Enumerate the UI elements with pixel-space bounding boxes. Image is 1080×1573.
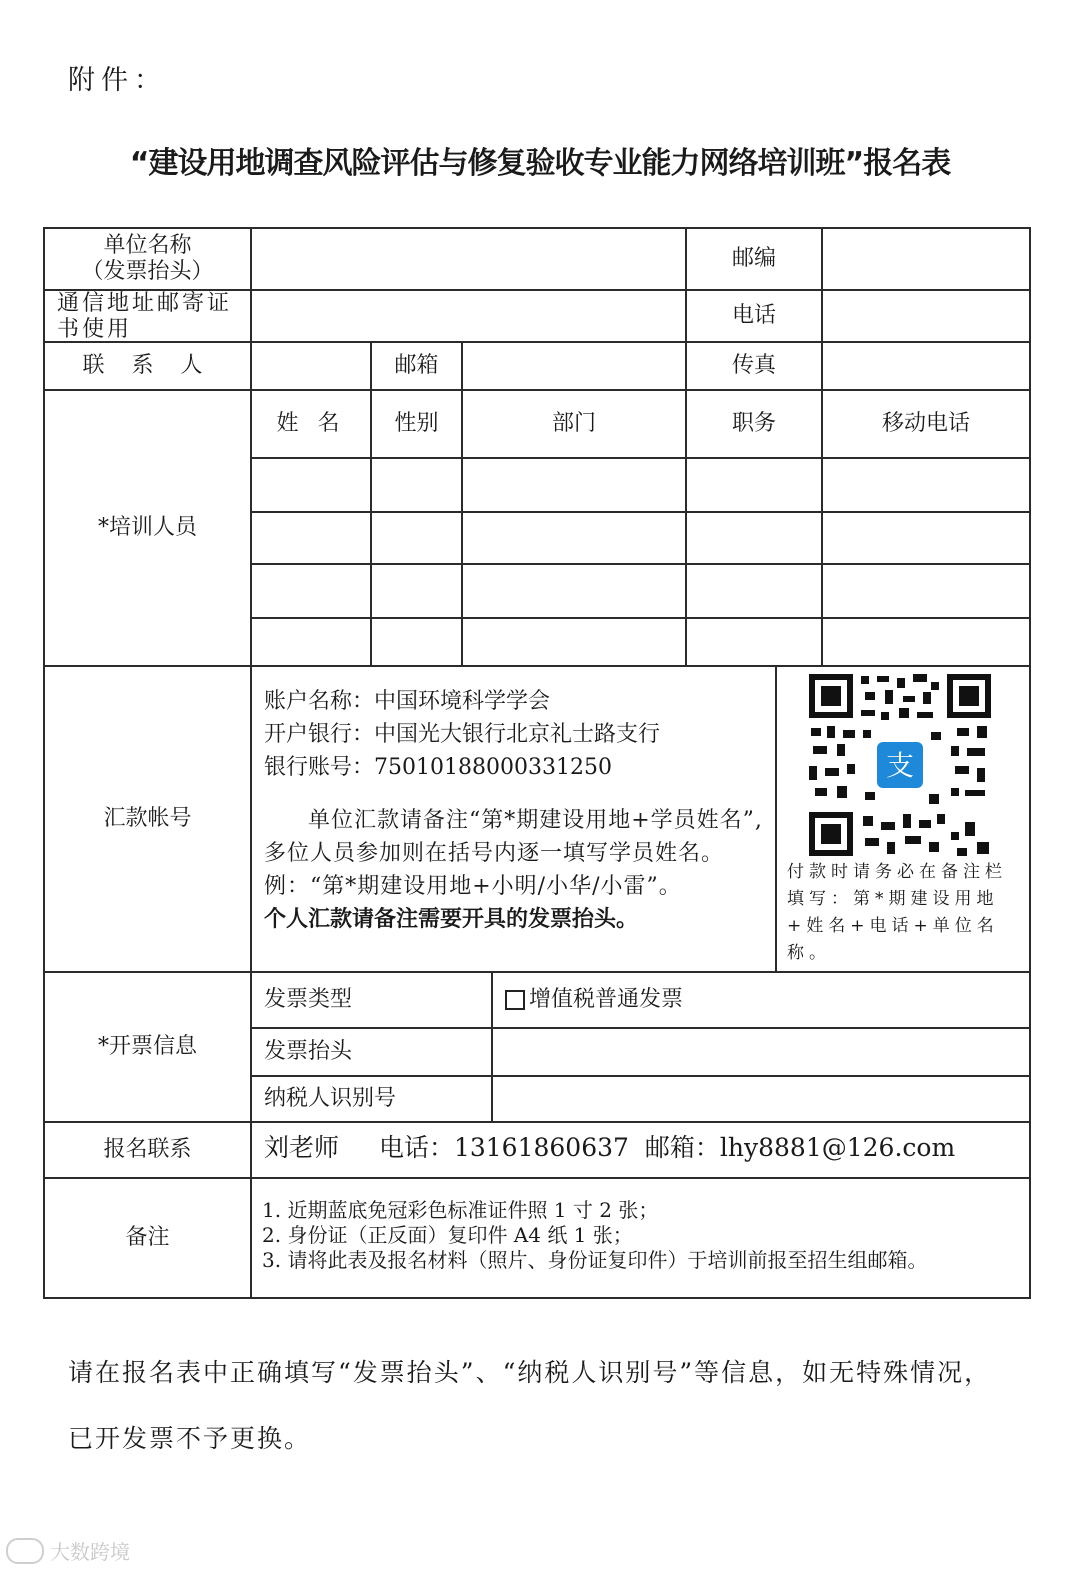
invoice-title-label: 发票抬头 — [264, 1038, 353, 1064]
watermark — [6, 1536, 130, 1565]
page-title: “建设用地调查风险评估与修复验收专业能力网络培训班”报名表 — [129, 146, 951, 181]
address-label-line2: 书使用 — [57, 317, 133, 343]
registration-contact-label: 报名联系 — [103, 1136, 192, 1162]
invoice-type-label: 发票类型 — [264, 986, 353, 1012]
contact-phone: 电话：13161860637 — [378, 1133, 629, 1162]
fax-label: 传真 — [731, 352, 776, 378]
personal-note: 个人汇款请备注需要开具的发票抬头。 — [264, 906, 639, 932]
contact-person: 刘老师 — [264, 1133, 340, 1162]
unit-name-label: 单位名称 — [103, 232, 192, 258]
taxpayer-id-label: 纳税人识别号 — [264, 1085, 397, 1111]
watermark-logo-icon — [6, 1538, 44, 1564]
qr-caption: 付款时请务必在备注栏填写：第*期建设用地+姓名+电话+单位名称。 — [787, 862, 1007, 963]
email-label: 邮箱 — [394, 352, 439, 378]
invoice-type-option[interactable] — [505, 973, 1005, 1027]
watermark-text: 大数跨境 — [50, 1540, 130, 1564]
remark-item: 3. 请将此表及报名材料（照片、身份证复印件）于培训前报至招生组邮箱。 — [262, 1248, 928, 1272]
address-label-line1: 通信地址邮寄证 — [57, 291, 233, 316]
col-position-header: 职务 — [731, 410, 776, 436]
remark-item: 2. 身份证（正反面）复印件 A4 纸 1 张； — [262, 1223, 633, 1247]
contact-label: 联 系 人 — [82, 352, 213, 378]
account-number: 银行账号：75010188000331250 — [264, 755, 612, 780]
trainees-label: *培训人员 — [97, 514, 197, 540]
account-info — [264, 685, 769, 936]
remit-account-label: 汇款帐号 — [103, 805, 192, 831]
invoice-type-value: 增值税普通发票 — [529, 986, 684, 1012]
phone-label: 电话 — [731, 302, 776, 328]
attachment-label: 附件： — [68, 65, 167, 96]
account-name: 账户名称：中国环境科学学会 — [264, 689, 551, 714]
col-dept-header: 部门 — [551, 410, 596, 436]
alipay-icon: 支 — [885, 749, 915, 782]
col-mobile-header: 移动电话 — [881, 410, 970, 436]
remarks-list — [262, 1198, 927, 1273]
contact-details — [264, 1128, 963, 1164]
remit-note: 单位汇款请备注“第*期建设用地+学员姓名”,多位人员参加则在括号内逐一填写学员姓名。例：“第*期建设用地+小明/小华/小雷”。 — [264, 808, 763, 899]
vat-invoice-checkbox[interactable] — [505, 990, 525, 1010]
remarks-label: 备注 — [125, 1224, 170, 1250]
col-name-header: 姓 名 — [276, 410, 346, 436]
alipay-qr-code — [807, 672, 993, 858]
invoice-info-label: *开票信息 — [97, 1033, 197, 1059]
col-gender-header: 性别 — [394, 410, 439, 436]
unit-name-sub-label: （发票抬头） — [81, 259, 214, 284]
contact-email[interactable]: 邮箱：lhy8881@126.com — [644, 1133, 956, 1162]
remark-item: 1. 近期蓝底免冠彩色标准证件照 1 寸 2 张； — [262, 1198, 659, 1222]
bank-name: 开户银行：中国光大银行北京礼士路支行 — [264, 722, 661, 747]
postcode-label: 邮编 — [731, 245, 776, 271]
footer-note: 请在报名表中正确填写“发票抬头”、“纳税人识别号”等信息，如无特殊情况，已开发票不予更换。 — [68, 1358, 992, 1453]
